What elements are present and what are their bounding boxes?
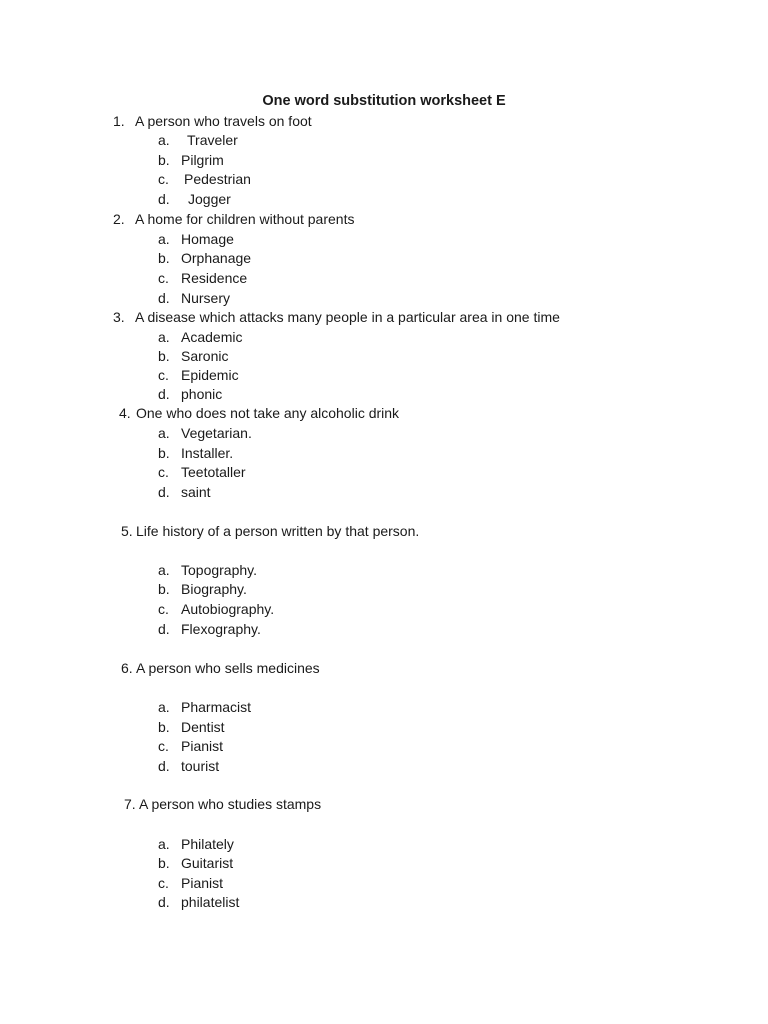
option-letter: b. <box>158 445 170 461</box>
option-text: Philately <box>181 836 234 852</box>
option-text: Topography. <box>181 562 258 578</box>
option-letter: b. <box>158 719 170 735</box>
option-letter: d. <box>158 621 170 637</box>
question-text: A person who sells medicines <box>136 660 320 676</box>
option-text: Homage <box>181 231 234 247</box>
option-text: tourist <box>181 758 220 774</box>
question-number: 3. <box>113 309 125 325</box>
option-letter: c. <box>158 875 169 891</box>
option-letter: d. <box>158 894 170 910</box>
option-text: Pianist <box>181 738 224 754</box>
option-text: saint <box>181 484 211 500</box>
question-text: A person who studies stamps <box>139 796 322 812</box>
option-text: phonic <box>181 386 223 402</box>
option-text: Traveler <box>187 132 238 148</box>
option-letter: c. <box>158 367 169 383</box>
option-letter: a. <box>158 699 170 715</box>
option-letter: c. <box>158 171 169 187</box>
option-letter: b. <box>158 250 170 266</box>
option-text: Installer. <box>181 445 234 461</box>
question-number: 1. <box>113 113 125 129</box>
option-text: Vegetarian. <box>181 425 252 441</box>
option-text: Guitarist <box>181 855 234 871</box>
option-text: Pilgrim <box>181 152 224 168</box>
question-text: A disease which attacks many people in a particular area in one time <box>135 309 560 325</box>
option-text: Nursery <box>181 290 231 306</box>
option-letter: a. <box>158 836 170 852</box>
option-letter: d. <box>158 386 170 402</box>
option-letter: c. <box>158 270 169 286</box>
option-letter: a. <box>158 425 170 441</box>
option-text: Autobiography. <box>181 601 275 617</box>
option-letter: d. <box>158 758 170 774</box>
option-text: Epidemic <box>181 367 239 383</box>
option-letter: a. <box>158 329 170 345</box>
question-number: 5. <box>121 523 133 539</box>
worksheet-title: One word substitution worksheet E <box>262 93 506 109</box>
question-number: 6. <box>121 660 133 676</box>
option-text: Orphanage <box>181 250 252 266</box>
question-number: 2. <box>113 211 125 227</box>
option-letter: d. <box>158 290 170 306</box>
option-text: Biography. <box>181 581 247 597</box>
question-number: 4. <box>119 405 131 421</box>
option-text: Pianist <box>181 875 224 891</box>
option-letter: d. <box>158 484 170 500</box>
question-text: A person who travels on foot <box>135 113 312 129</box>
option-letter: b. <box>158 152 170 168</box>
option-text: Academic <box>181 329 243 345</box>
option-letter: c. <box>158 601 169 617</box>
question-number: 7. <box>124 796 136 812</box>
option-letter: b. <box>158 855 170 871</box>
option-text: Teetotaller <box>181 464 246 480</box>
question-text: Life history of a person written by that person. <box>136 523 420 539</box>
option-text: Saronic <box>181 348 229 364</box>
option-text: Pedestrian <box>184 171 251 187</box>
option-letter: a. <box>158 132 170 148</box>
option-letter: a. <box>158 231 170 247</box>
option-letter: d. <box>158 191 170 207</box>
option-letter: a. <box>158 562 170 578</box>
option-text: Residence <box>181 270 248 286</box>
option-text: philatelist <box>181 894 240 910</box>
option-letter: b. <box>158 581 170 597</box>
option-letter: c. <box>158 464 169 480</box>
option-letter: b. <box>158 348 170 364</box>
question-text: A home for children without parents <box>135 211 355 227</box>
option-letter: c. <box>158 738 169 754</box>
option-text: Pharmacist <box>181 699 252 715</box>
option-text: Flexography. <box>181 621 261 637</box>
option-text: Jogger <box>188 191 231 207</box>
option-text: Dentist <box>181 719 225 735</box>
question-text: One who does not take any alcoholic drink <box>136 405 400 421</box>
